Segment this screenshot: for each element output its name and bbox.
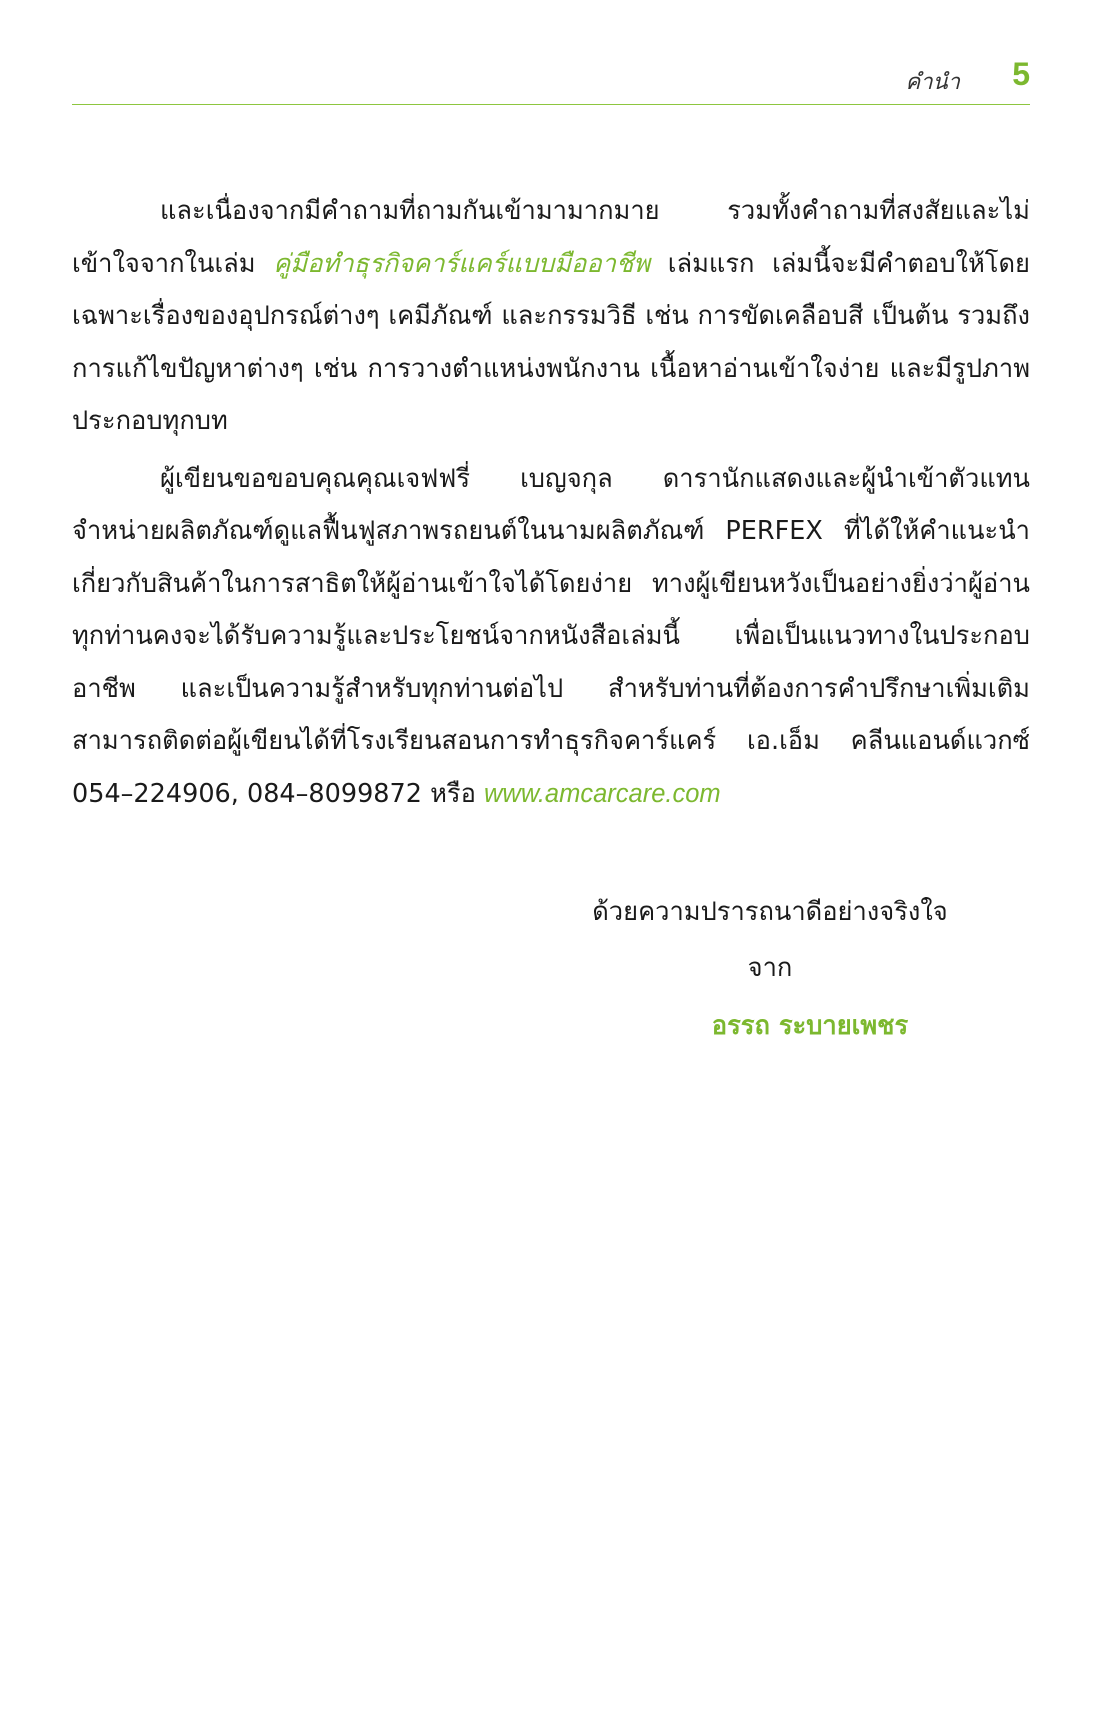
paragraph-1-text-end: เล่มแรก เล่มนี้จะมีคำตอบให้โดยเฉพาะเรื่องของอุปกรณ์ต่างๆ เคมีภัณฑ์ และกรรมวิธี เช่น การขัดเคลือบสี เป็นต้น รวมถึงการแก้ไขปัญหาต่างๆ เช่น การวางตำแหน่งพนักงาน เนื้อหาอ่านเข้าใจง่าย และมีรูปภาพประกอบทุกบท [72,248,1030,436]
page-number: 5 [1012,56,1030,92]
website-link[interactable]: www.amcarcare.com [484,779,721,808]
preface-body [72,185,1030,825]
paragraph-2 [72,453,1030,821]
paragraph-2-text: ผู้เขียนขอขอบคุณคุณเจฟฟรี่ เบญจกุล ดารานักแสดงและผู้นำเข้าตัวแทนจำหน่ายผลิตภัณฑ์ดูแลฟื้นฟูสภาพรถยนต์ในนามผลิตภัณฑ์ PERFEX ที่ได้ให้คำแนะนำเกี่ยวกับสินค้าในการสาธิตให้ผู้อ่านเข้าใจได้โดยง่าย ทางผู้เขียนหวังเป็นอย่างยิ่งว่าผู้อ่านทุกท่านคงจะได้รับความรู้และประโยชน์จากหนังสือเล่มนี้ เพื่อเป็นแนวทางในประกอบอาชีพ และเป็นความรู้สำหรับทุกท่านต่อไป สำหรับท่านที่ต้องการคำปรึกษาเพิ่มเติม สามารถติดต่อผู้เขียนได้ที่โรงเรียนสอนการทำธุรกิจคาร์แคร์ เอ.เอ็ม คลีนแอนด์แวกซ์ 054–224906, 084–8099872 หรือ [72,463,1030,809]
section-title: คำนำ [905,70,960,95]
book-title: คู่มือทำธุรกิจคาร์แคร์แบบมืออาชีพ [273,248,651,279]
paragraph-1-text-start: และเนื่องจากมีคำถามที่ถามกันเข้ามามากมาย รวมทั้งคำถามที่สงสัยและไม่เข้าใจจากในเล่ม [72,196,1030,279]
page-header [72,56,1030,105]
paragraph-1 [72,185,1030,448]
closing-line: ด้วยความปรารถนาดีอย่างจริงใจ [592,897,948,927]
from-line: จาก [747,953,793,983]
author-name: อรรถ ระบายเพชร [711,1011,909,1041]
